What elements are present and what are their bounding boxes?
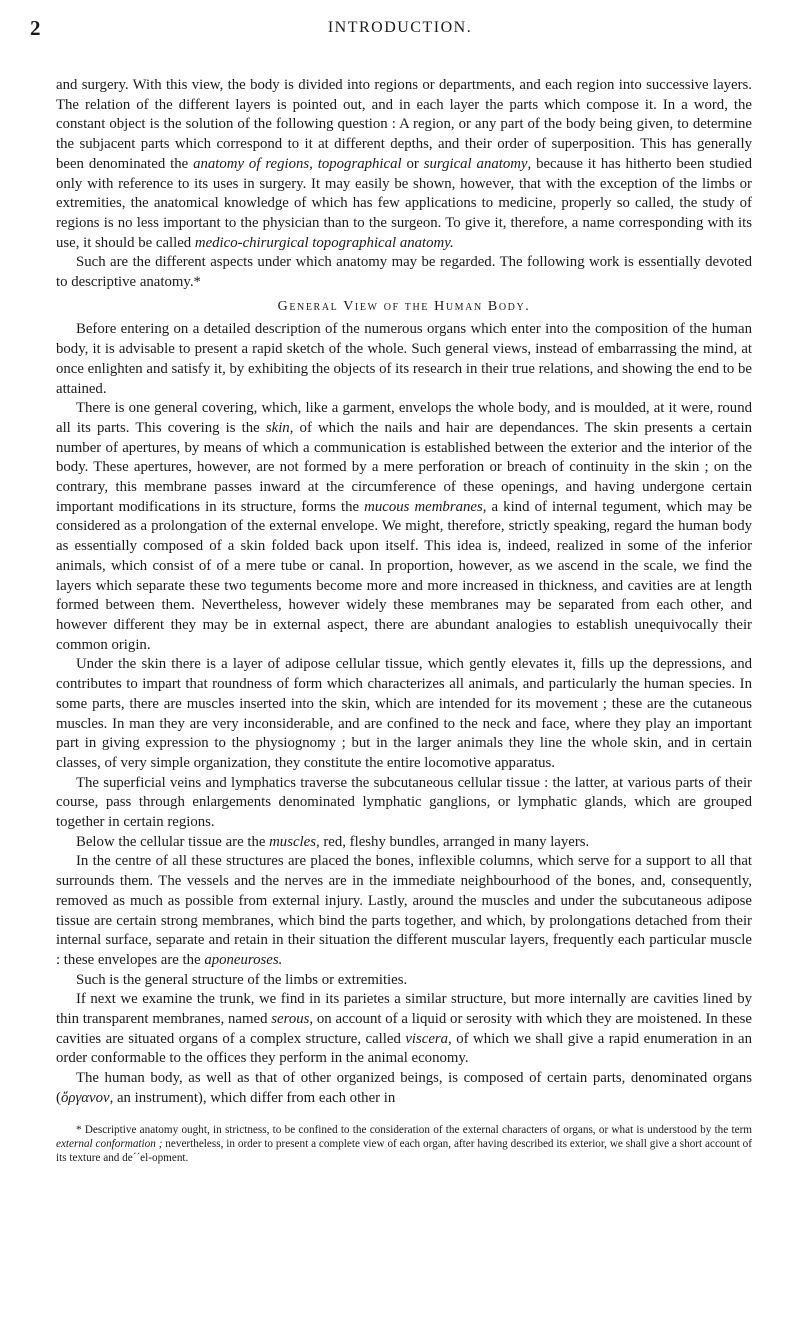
text-run: , red, fleshy bundles, arranged in many layers.	[315, 833, 590, 850]
italic-term: muscles	[269, 833, 316, 850]
italic-term: serous	[271, 1011, 310, 1028]
text-run: Such is the general structure of the limbs or extremities.	[76, 971, 408, 988]
text-run: , because it has hitherto been studied only with reference to its uses in surgery. It may easily be shown, however, that with the exception of the limbs or extremities, the anatomical knowledge of which has few applications to medicine, properly so called, the study of regions is no less important to the physician than to the surgeon. To give it, therefore, a name corresponding with its use, it should be called	[56, 155, 752, 251]
general-view-paragraphs	[56, 320, 752, 1108]
paragraph	[56, 399, 752, 655]
paragraph	[56, 852, 752, 970]
intro-paragraphs	[56, 76, 752, 293]
paragraph	[56, 971, 752, 991]
text-run: If next we examine the trunk, we find in its parietes a similar structure, but more internally are cavities lined by thin transparent membranes, named	[56, 991, 752, 1028]
italic-term: ὄργανον	[60, 1089, 110, 1106]
paragraph	[56, 1069, 752, 1108]
text-run: Under the skin there is a layer of adipose cellular tissue, which gently elevates it, fills up the depressions, and contributes to impart that roundness of form which characterizes all animals, and particularly the human species. In some parts, there are muscles inserted into the skin, which are intended for its movement ; these are the cutaneous muscles. In man they are very inconsiderable, and are confined to the neck and face, where they play an important part in giving expression to the physiognomy ; but in the larger animals they line the whole skin, and in certain classes, of very simple organization, they constitute the entire locomotive apparatus.	[56, 656, 752, 771]
text-run: , on account of a liquid or serosity with which they are moistened. In these cavities are situated organs of a complex structure, called	[56, 1011, 753, 1047]
text-run: , a kind of internal tegument, which may be considered as a prolongation of the external envelope. We might, therefore, strictly speaking, regard the human body as essentially composed of a skin folded back upon itself. This idea is, indeed, realized in some of the inferior animals, which consist of of a mere tube or canal. In proportion, however, as we ascend in the scale, we find the layers which separate these two teguments become more and more increased in thickness, and cavities are at length formed between them. Nevertheless, however widely these membranes may be separated from each other, and however different they may be in external aspect, there are abundant analogies to establish unequivocally their common origin.	[56, 498, 752, 653]
text-run: , of which we shall give a rapid enumeration in an order conformable to the offices they perform in the animal economy.	[56, 1030, 752, 1067]
text-run: There is one general covering, which, like a garment, envelops the whole body, and is moulded, at it were, round all its parts. This covering is the	[56, 400, 752, 436]
paragraph	[56, 76, 752, 253]
italic-term: medico-chirurgical topographical anatomy.	[194, 234, 454, 251]
text-run: , of which the nails and hair are dependances. The skin presents a certain number of apertures, by means of which a communication is established between the exterior and the interior of the body. These apertures, however, are not formed by a mere perforation or breach of continuity in the skin ; on the contrary, this membrane passes inward at the circumference of these openings, and having undergone certain important modifications in its structure, forms the	[56, 419, 752, 515]
italic-term: mucous membranes	[364, 498, 483, 515]
italic-term: external conformation ;	[56, 1137, 163, 1150]
text-run: In the centre of all these structures are placed the bones, inflexible columns, which serve for a support to all that surrounds them. The vessels and the nerves are in the immediate neighbourhood of the bones, and, consequently, removed as much as possible from external injury. Lastly, around the muscles and under the subcutaneous adipose tissue are certain strong membranes, which bind the parts together, and which, by prolongations detached from their internal surface, separate and retain in their situation the different muscular layers, frequently each particular muscle : these envelopes are the	[56, 853, 752, 968]
paragraph	[56, 253, 752, 292]
text-run: Before entering on a detailed description of the numerous organs which enter into the composition of the human body, it is advisable to present a rapid sketch of the whole. Such general views, instead of embarrassing the mind, at once enlighten and satisfy it, by exhibiting the objects of its research in their true relations, and showing the end to be attained.	[56, 321, 752, 397]
italic-term: aponeuroses.	[204, 951, 283, 968]
paragraph	[56, 990, 752, 1069]
italic-term: surgical anatomy	[423, 155, 528, 172]
text-run: Such are the different aspects under which anatomy may be regarded. The following work is essentially devoted to descriptive anatomy.*	[56, 254, 752, 291]
text-run: , an instrument), which differ from each other in	[109, 1089, 396, 1106]
text-run: * Descriptive anatomy ought, in strictness, to be confined to the consideration of the external characters of organs, or what is understood by the term	[76, 1123, 752, 1136]
paragraph	[56, 655, 752, 773]
paragraph	[56, 320, 752, 399]
text-run: nevertheless, in order to present a complete view of each organ, after having described its exterior, we shall give a short account of its texture and de´´el-opment.	[56, 1137, 752, 1164]
footnote	[56, 1123, 752, 1166]
italic-term: viscera	[405, 1030, 449, 1047]
italic-term: anatomy of regions, topographical	[193, 155, 402, 172]
page-number: 2	[30, 16, 42, 40]
italic-term: skin	[265, 419, 290, 436]
text-run: Below the cellular tissue are the	[76, 833, 270, 850]
section-heading: General View of the Human Body.	[277, 298, 531, 314]
running-title: INTRODUCTION.	[327, 19, 473, 36]
text-run: The human body, as well as that of other organized beings, is composed of certain parts, denominated organs (	[56, 1070, 752, 1106]
page-body	[56, 76, 752, 1165]
text-run: or	[401, 155, 424, 172]
running-head	[0, 16, 800, 40]
text-run: and surgery. With this view, the body is divided into regions or departments, and each region into successive layers. The relation of the different layers is pointed out, and in each layer the parts which compose it. In a word, the constant object is the solution of the following question : A region, or any part of the body being given, to determine the subjacent parts which correspond to it at different depths, and their order of superposition. This has generally been denominated the	[56, 77, 752, 172]
text-run: The superficial veins and lymphatics traverse the subcutaneous cellular tissue : the latter, at various parts of their course, pass through enlargements denominated lymphatic ganglions, or lymphatic glands, which are grouped together in certain regions.	[56, 774, 752, 831]
paragraph	[56, 833, 752, 853]
paragraph	[56, 774, 752, 833]
